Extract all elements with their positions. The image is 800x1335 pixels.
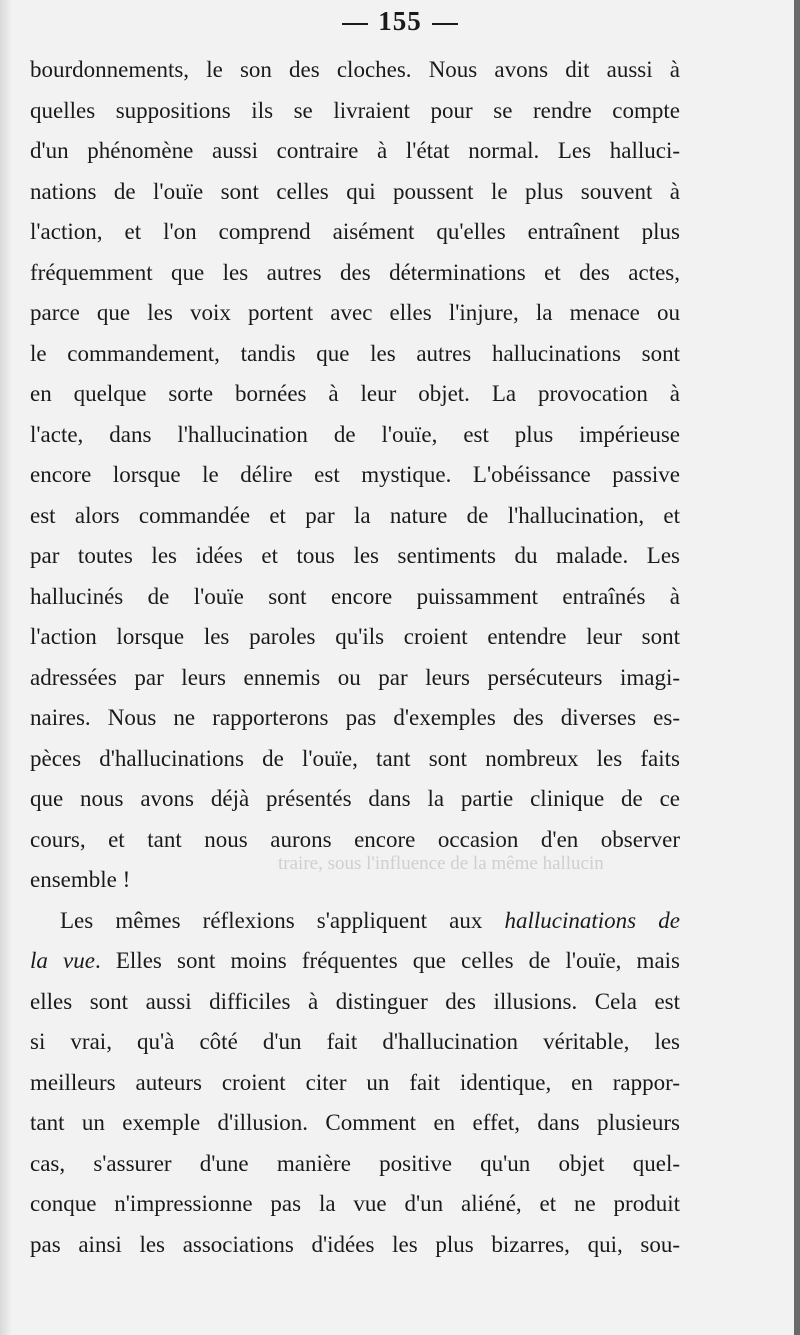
text-line — [30, 901, 680, 942]
text-line: nations de l'ouïe sont celles qui poussent le plus souvent à — [30, 178, 680, 204]
text-line: l'acte, dans l'hallucination de l'ouïe, est plus impérieuse — [30, 421, 680, 447]
text-line: quelles suppositions ils se livraient pour se rendre compte — [30, 97, 680, 123]
page-edge-right — [794, 0, 800, 1335]
text-line: que nous avons déjà présentés dans la partie clinique de ce — [30, 786, 680, 811]
text-line: fréquemment que les autres des déterminations et des actes, — [30, 259, 680, 285]
text-line: adressées par leurs ennemis ou par leurs persécuteurs imagi- — [30, 664, 680, 690]
body-text — [30, 50, 680, 1265]
paragraph-1 — [30, 50, 680, 901]
page-header — [0, 6, 800, 37]
text-line: elles sont aussi difficiles à distinguer des illusions. Cela est — [30, 988, 680, 1014]
text-line: le commandement, tandis que les autres hallucinations sont — [30, 340, 680, 366]
page-shadow-left — [0, 0, 12, 1335]
text-line: meilleurs auteurs croient citer un fait identique, en rappor- — [30, 1069, 680, 1095]
text-line: l'action lorsque les paroles qu'ils croient entendre leur sont — [30, 624, 680, 649]
text-run: Les mêmes réflexions s'appliquent aux — [60, 907, 505, 933]
text-line: en quelque sorte bornées à leur objet. La provocation à — [30, 381, 680, 406]
text-line: cas, s'assurer d'une manière positive qu'un objet quel- — [30, 1150, 680, 1176]
text-line: si vrai, qu'à côté d'un fait d'hallucination véritable, les — [30, 1029, 680, 1054]
text-line: tant un exemple d'illusion. Comment en effet, dans plusieurs — [30, 1110, 680, 1135]
paragraph-2 — [30, 901, 680, 1266]
text-line: hallucinés de l'ouïe sont encore puissamment entraînés à — [30, 583, 680, 609]
text-line: par toutes les idées et tous les sentiments du malade. Les — [30, 543, 680, 568]
text-line — [30, 941, 680, 982]
text-line: pèces d'hallucinations de l'ouïe, tant sont nombreux les faits — [30, 745, 680, 771]
header-dash-left — [342, 23, 368, 25]
italic-term: la vue — [30, 948, 95, 973]
text-line: d'un phénomène aussi contraire à l'état normal. Les halluci- — [30, 138, 680, 163]
italic-term: hallucinations de — [504, 907, 680, 933]
bleed-through-text: traire, sous l'influence de la même hallucin — [278, 853, 604, 874]
text-line: est alors commandée et par la nature de l'hallucination, et — [30, 502, 680, 528]
text-line: parce que les voix portent avec elles l'injure, la menace ou — [30, 300, 680, 325]
text-line: pas ainsi les associations d'idées les plus bizarres, qui, sou- — [30, 1231, 680, 1257]
text-line: naires. Nous ne rapporterons pas d'exemples des diverses es- — [30, 705, 680, 730]
text-line: l'action, et l'on comprend aisément qu'elles entraînent plus — [30, 219, 680, 244]
header-dash-right — [432, 23, 458, 25]
text-line: encore lorsque le délire est mystique. L'obéissance passive — [30, 462, 680, 487]
text-line: conque n'impressionne pas la vue d'un aliéné, et ne produit — [30, 1191, 680, 1216]
page-number: 155 — [378, 6, 422, 36]
text-run: . Elles sont moins fréquentes que celles de l'ouïe, mais — [94, 948, 680, 973]
text-line: ensemble ! — [30, 867, 131, 892]
text-line: bourdonnements, le son des cloches. Nous avons dit aussi à — [30, 57, 680, 82]
text-line: cours, et tant nous aurons encore occasion d'en observer — [30, 826, 680, 852]
